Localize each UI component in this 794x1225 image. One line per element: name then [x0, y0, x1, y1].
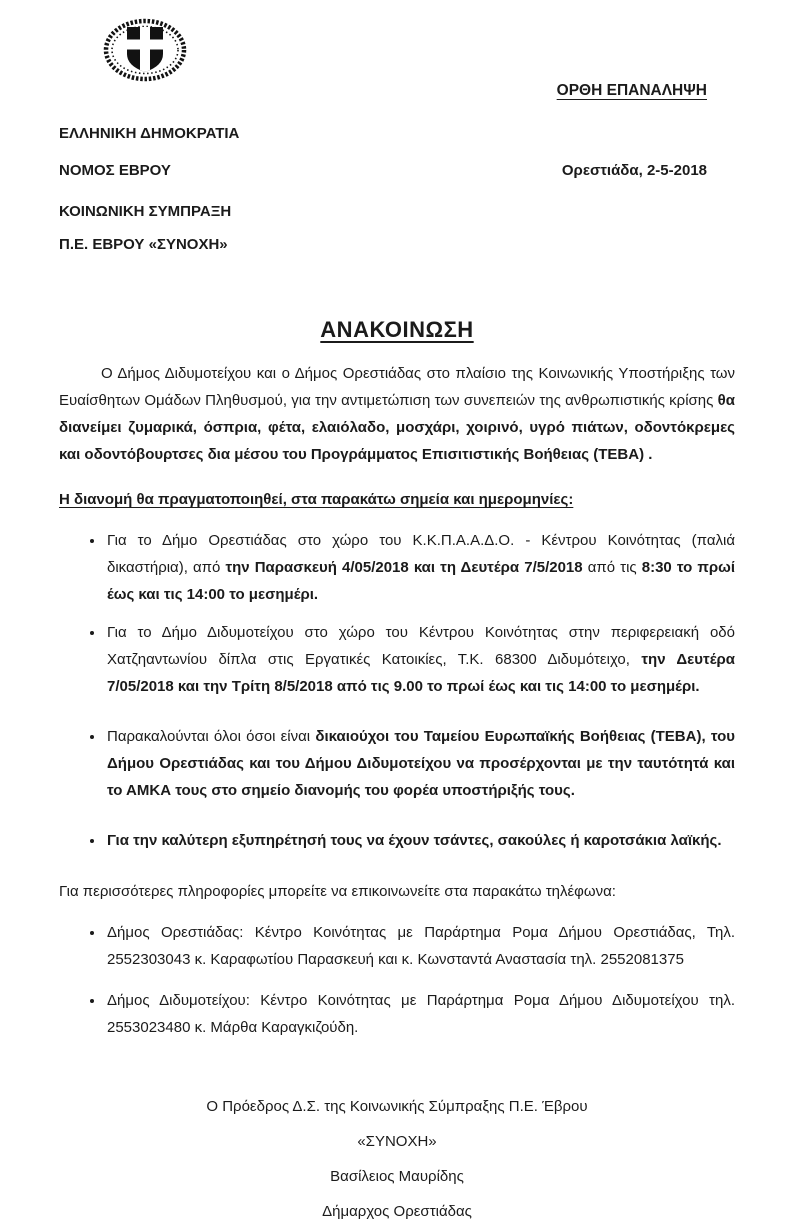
bullet-bold-text: την Παρασκευή 4/05/2018 και τη Δευτέρα 7/5/2018 [225, 559, 588, 576]
bullet-bold-text: την Δευτέρα 7/05/2018 και την Τρίτη 8/5/2018 από τις 9.00 το πρωί έως και τις 14:00 το μεσημέρι. [107, 651, 735, 695]
contact-list [59, 919, 735, 1041]
bullet-text: Παρακαλούνται όλοι όσοι είναι [107, 728, 316, 745]
correction-notice: ΟΡΘΗ ΕΠΑΝΑΛΗΨΗ [556, 82, 707, 99]
bullet-bold-text: 8:30 το πρωί έως και τις 14:00 το μεσημέρι. [107, 559, 735, 603]
list-item [105, 723, 735, 804]
bullet-text: Για το Δήμο Ορεστιάδας στο χώρο του Κ.Κ.Π.Α.Α.Δ.Ο. - Κέντρου Κοινότητας (παλιά δικαστήρια), από [107, 532, 735, 576]
signature-role: Δήμαρχος Ορεστιάδας [322, 1203, 472, 1220]
greek-coat-of-arms-icon [103, 18, 187, 84]
document-header [59, 16, 735, 100]
bullet-bold-text: δικαιούχοι του Ταμείου Ευρωπαϊκής Βοήθειας (ΤΕΒΑ), του Δήμου Ορεστιάδας και του Δήμου Διδυμοτείχου να προσέρχονται με την ταυτότητά και το ΑΜΚΑ τους στο σημείο διανομής του φορέα υποστήριξής τους. [107, 728, 735, 799]
bullet-text: Για το Δήμο Διδυμοτείχου στο χώρο του Κέντρου Κοινότητας στην περιφερειακή οδό Χατζηαντωνίου δίπλα στις Εργατικές Κατοικίες, Τ.Κ. 68300 Διδυμότειχο, [107, 624, 735, 668]
signature-block [59, 1093, 735, 1225]
signature-title: Ο Πρόεδρος Δ.Σ. της Κοινωνικής Σύμπραξης Π.Ε. Έβρου [206, 1098, 588, 1115]
prefecture-line: ΝΟΜΟΣ ΕΒΡΟΥ [59, 162, 171, 179]
info-line: Για περισσότερες πληροφορίες μπορείτε να επικοινωνείτε στα παρακάτω τηλέφωνα: [59, 883, 616, 900]
signature-name: Βασίλειος Μαυρίδης [330, 1168, 464, 1185]
date-line: Ορεστιάδα, 2-5-2018 [561, 162, 707, 179]
list-item [105, 619, 735, 700]
list-item [105, 987, 735, 1041]
contact-text: Δήμος Ορεστιάδας: Κέντρο Κοινότητας με Παράρτημα Ρομα Δήμου Ορεστιάδας, Τηλ. 2552303043 κ. Καραφωτίου Παρασκευή και κ. Κωνσταντά Αναστασία τηλ. 2552081375 [107, 924, 735, 968]
signature-org: «ΣΥΝΟΧΗ» [357, 1133, 437, 1150]
intro-bold-text: θα διανείμει ζυμαρικά, όσπρια, φέτα, ελαιόλαδο, μοσχάρι, χοιρινό, υγρό πιάτων, οδοντόκρεμες και οδοντόβουρτσες δια μέσου του Προγράμματος Επισιτιστικής Βοήθειας (ΤΕΒΑ) . [59, 392, 735, 463]
distribution-heading: Η διανομή θα πραγματοποιηθεί, στα παρακάτω σημεία και ημερομηνίες: [59, 491, 574, 508]
prefecture-date-row [59, 161, 735, 180]
bullet-bold-text: Για την καλύτερη εξυπηρέτησή τους να έχουν τσάντες, σακούλες ή καροτσάκια λαϊκής. [107, 832, 722, 849]
list-item [105, 827, 735, 854]
list-item [105, 919, 735, 973]
bullet-text: από τις [587, 559, 642, 576]
intro-text: Ο Δήμος Διδυμοτείχου και ο Δήμος Ορεστιάδας στο πλαίσιο της Κοινωνικής Υποστήριξης των Ευαίσθητων Ομάδων Πληθυσμού, για την αντιμετώπιση των συνεπειών της ανθρωπιστικής κρίσης [59, 365, 735, 409]
contact-text: Δήμος Διδυμοτείχου: Κέντρο Κοινότητας με Παράρτημα Ρομα Δήμου Διδυμοτείχου τηλ. 2553023480 κ. Μάρθα Καραγκιζούδη. [107, 992, 735, 1036]
partnership-line-2: Π.Ε. ΕΒΡΟΥ «ΣΥΝΟΧΗ» [59, 236, 228, 253]
partnership-line-1: ΚΟΙΝΩΝΙΚΗ ΣΥΜΠΡΑΞΗ [59, 203, 232, 220]
list-item [105, 527, 735, 608]
distribution-list [59, 527, 735, 854]
page-title: ΑΝΑΚΟΙΝΩΣΗ [320, 317, 474, 342]
republic-line: ΕΛΛΗΝΙΚΗ ΔΗΜΟΚΡΑΤΙΑ [59, 125, 240, 142]
intro-paragraph [59, 360, 735, 468]
